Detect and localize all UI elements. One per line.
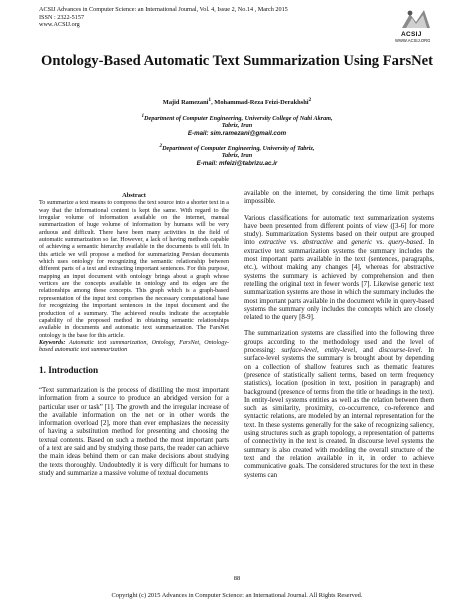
affiliation-2-city: Tabriz, Iran [221, 152, 253, 160]
p3-text-a: The summarization systems are classified into the following three groups according to the methodology used and the level of processing: [244, 330, 434, 355]
right-paragraph-1: available on the internet, by considering the time limit perhaps impossible. [244, 190, 434, 206]
affiliation-2-sup: 2 [159, 143, 163, 149]
section-heading-introduction: 1. Introduction [39, 364, 99, 375]
p3-text-c: . In surface-level systems the summary is brought about by depending on a collection of shallow features such as thematic features (presence of statistically salient terms, based on term frequency statistics), location (position in text, position in paragraph) and background (presence of terms from the title or headings in the text). In entity-level systems entities as well as the relation between them such as similarity, proximity, co-occurrence, co-reference and syntactic relations, are modeled by an internal representation for the text. In these systems generally for the sake of recognizing saliency, using structures such as graph topology, a representation of patterns of connectivity in the text is created. In discourse level systems the summary is also created with modeling the overall structure of the text and the relation available in it, in order to achieve communicative goals. The considered structures for the text in these systems can [244, 347, 435, 479]
journal-header [39, 6, 379, 29]
author-separator: , [211, 99, 215, 107]
p2-text-e: . In extractive text summarization systems the summary includes the most important parts available in the text (sentences, paragraphs, etc.), without making any changes [4], whereas for abstractive systems the summary is achieved by comprehension and then retelling the original text in fewer words [7]. Likewise generic text summarization systems are those in which the summary includes the most important parts available in the document while in query-based systems the summary only includes the concepts which are closely related to the query [8-9]. [244, 239, 435, 322]
p3-italic-levels: surface-level, entity-level [281, 347, 356, 355]
affiliation-2-dept: Department of Computer Engineering, University of Tabriz, [162, 145, 315, 153]
p2-text-a: Various classifications for automatic text summarization systems have been presented from different points of view ([3-6] for more study). Summarization Systems based on their output are grouped into [244, 214, 434, 247]
p2-text-c: and [332, 239, 352, 247]
introduction-body: “Text summarization is the process of distilling the most important information from a source to produce an abridged version for a particular user or task” [1]. The growth and the irregular increase of the available information on the net or in other words the information overload [2], more than ever emphasizes the necessity of having a substitution method for presenting and choosing the textual contents. Based on such a method the most important parts of a text are said and by studying those parts, the reader can achieve the main ideas behind them or can make decisions about studying the texts thoroughly. Undoubtedly it is very difficult for humans to study and summarize a massive volume of textual documents [39, 386, 229, 477]
email-1: sim.ramezani@gmail.com [210, 129, 287, 137]
journal-line: ACSIJ Advances in Computer Science: an International Journal, Vol. 4, Issue 2, No.14 , March 2015 [39, 6, 288, 13]
p2-text-d: vs. [372, 239, 389, 247]
p3-italic-discourse: discourse-level [378, 347, 421, 355]
author-2: Mohammad-Reza Feizi-Derakhshi [214, 99, 309, 107]
abstract-body: To summarize a text means to compress the text source into a shorter text in a way that the informational content is kept the same. With regard to the irregular volume of information available on the internet, manual summarization of huge volume of information by humans will be very arduous and difficult. There have been many activities in the field of automatic summarization so far. However, a lack of having methods capable of achieving a semantic hierarchy available in the documents is still felt. In this article we will propose a method for summarizing Persian documents which uses ontology for recognizing the semantic relationship between different parts of a text and extracting important sentences. For this purpose, mapping an input document with ontology brings about a graph whose vertices are the concepts available in ontology and its edges are the relationships among these concepts. This graph which is a graph-based representation of the input text comprises the necessary computational base for recognizing the important sentences in the input document and the production of a summary. The achieved results indicate the acceptable capability of the proposed method in obtaining semantic relationships available in documents and automatic text summarization. The FarsNet ontology is the base for this article. [39, 200, 229, 339]
copyright: Copyright (c) 2015 Advances in Computer Science: an International Journal. All Rights Reserved. [111, 592, 363, 599]
affiliation-1-city: Tabriz, Iran [221, 122, 253, 130]
p2-italic-generic: generic [351, 239, 373, 247]
paper-title: Ontology-Based Automatic Text Summarization Using FarsNet [41, 53, 433, 69]
right-paragraph-2 [244, 215, 434, 323]
affiliation-1-sup: 1 [141, 113, 145, 119]
p2-italic-abstractive: abstractive [302, 239, 333, 247]
issn: ISSN : 2322-5157 [39, 13, 85, 21]
keywords [39, 340, 229, 355]
p3-text-b: , and [355, 347, 379, 355]
authors [39, 97, 435, 106]
right-column [244, 190, 434, 480]
page-number: 88 [233, 575, 241, 582]
website: www.ACSIJ.org [39, 21, 80, 29]
abstract-heading: Abstract [122, 192, 146, 199]
logo-text: ACSIJ [401, 31, 422, 38]
email-2-label: E-mail: [196, 159, 218, 167]
author-1: Majid Ramezani [162, 99, 209, 107]
affiliation-2 [39, 143, 435, 167]
author-1-sup: 1 [208, 97, 212, 103]
p2-text-b: vs. [286, 239, 303, 247]
logo-url: WWW.ACSIJ.ORG [395, 38, 431, 43]
right-paragraph-3 [244, 330, 434, 479]
email-2: mfeizi@tabrizu.ac.ir [219, 159, 278, 167]
p2-italic-extractive: extractive [258, 239, 287, 247]
left-column [39, 192, 229, 478]
affiliation-1-dept: Department of Computer Engineering, University College of Nabi Akram, [144, 115, 333, 123]
keywords-text: Automatic text summarization, Ontology, FarsNet, Ontology-based automatic text summarization [39, 339, 229, 354]
p2-italic-query-based: query-based [388, 239, 423, 247]
author-2-sup: 2 [308, 97, 312, 103]
keywords-label: Keywords: [39, 339, 66, 346]
affiliation-1 [39, 113, 435, 137]
email-1-label: E-mail: [187, 129, 209, 137]
